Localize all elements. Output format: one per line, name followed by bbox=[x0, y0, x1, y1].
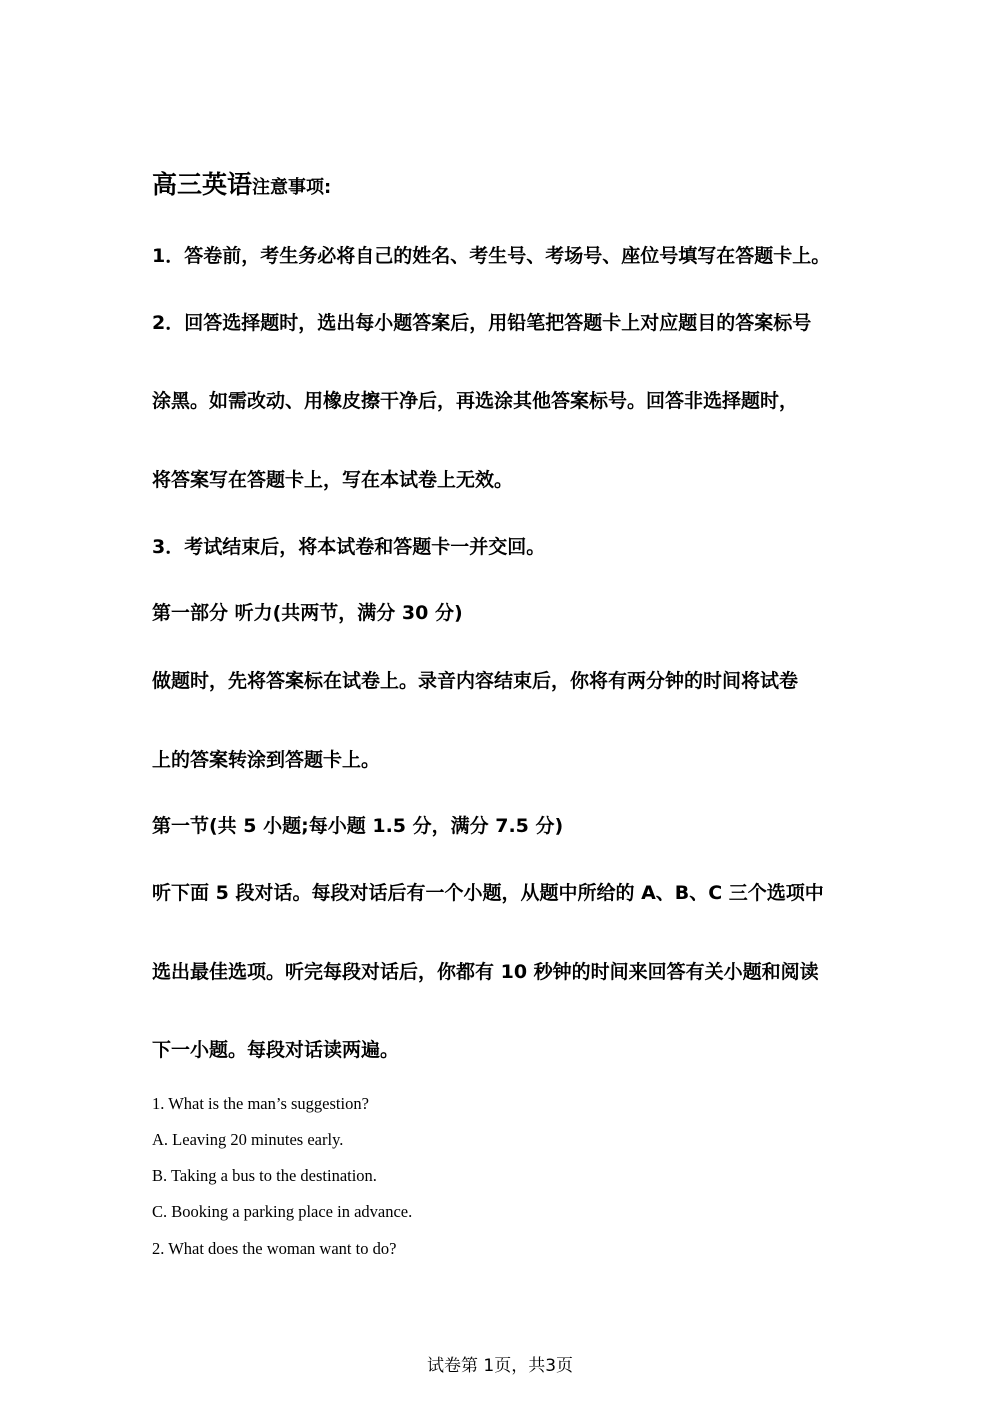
section1-instruction-line-3: 下一小题。每段对话读两遍。 bbox=[152, 1039, 400, 1061]
section1-heading: 第一节(共 5 小题;每小题 1.5 分，满分 7.5 分) bbox=[152, 815, 564, 837]
note-line-3: 涂黑。如需改动、用橡皮擦干净后，再选涂其他答案标号。回答非选择题时， bbox=[152, 390, 799, 412]
question-1-option-a: A. Leaving 20 minutes early. bbox=[152, 1130, 344, 1149]
section1-instruction-line-1: 听下面 5 段对话。每段对话后有一个小题，从题中所给的 A、B、C 三个选项中 bbox=[152, 882, 824, 904]
question-1-option-c: C. Booking a parking place in advance. bbox=[152, 1202, 413, 1221]
question-1-text: 1. What is the man’s suggestion? bbox=[152, 1094, 369, 1113]
part1-instruction-line-1: 做题时，先将答案标在试卷上。录音内容结束后，你将有两分钟的时间将试卷 bbox=[152, 670, 799, 692]
document-title-row bbox=[152, 172, 331, 197]
section1-instruction-line-2: 选出最佳选项。听完每段对话后，你都有 10 秒钟的时间来回答有关小题和阅读 bbox=[152, 961, 819, 983]
question-1-option-b: B. Taking a bus to the destination. bbox=[152, 1166, 377, 1185]
note-line-1: 1．答卷前，考生务必将自己的姓名、考生号、考场号、座位号填写在答题卡上。 bbox=[152, 245, 831, 267]
page-footer: 试卷第 1页，共3页 bbox=[426, 1356, 574, 1376]
notes-heading: 注意事项: bbox=[252, 177, 332, 198]
note-line-5: 3．考试结束后，将本试卷和答题卡一并交回。 bbox=[152, 536, 546, 558]
question-2-text: 2. What does the woman want to do? bbox=[152, 1239, 397, 1258]
note-line-2: 2．回答选择题时，选出每小题答案后，用铅笔把答题卡上对应题目的答案标号 bbox=[152, 312, 812, 334]
note-line-4: 将答案写在答题卡上，写在本试卷上无效。 bbox=[152, 469, 514, 491]
part1-heading: 第一部分 听力(共两节，满分 30 分) bbox=[152, 602, 463, 624]
part1-instruction-line-2: 上的答案转涂到答题卡上。 bbox=[152, 749, 381, 771]
exam-title: 高三英语 bbox=[152, 170, 253, 199]
